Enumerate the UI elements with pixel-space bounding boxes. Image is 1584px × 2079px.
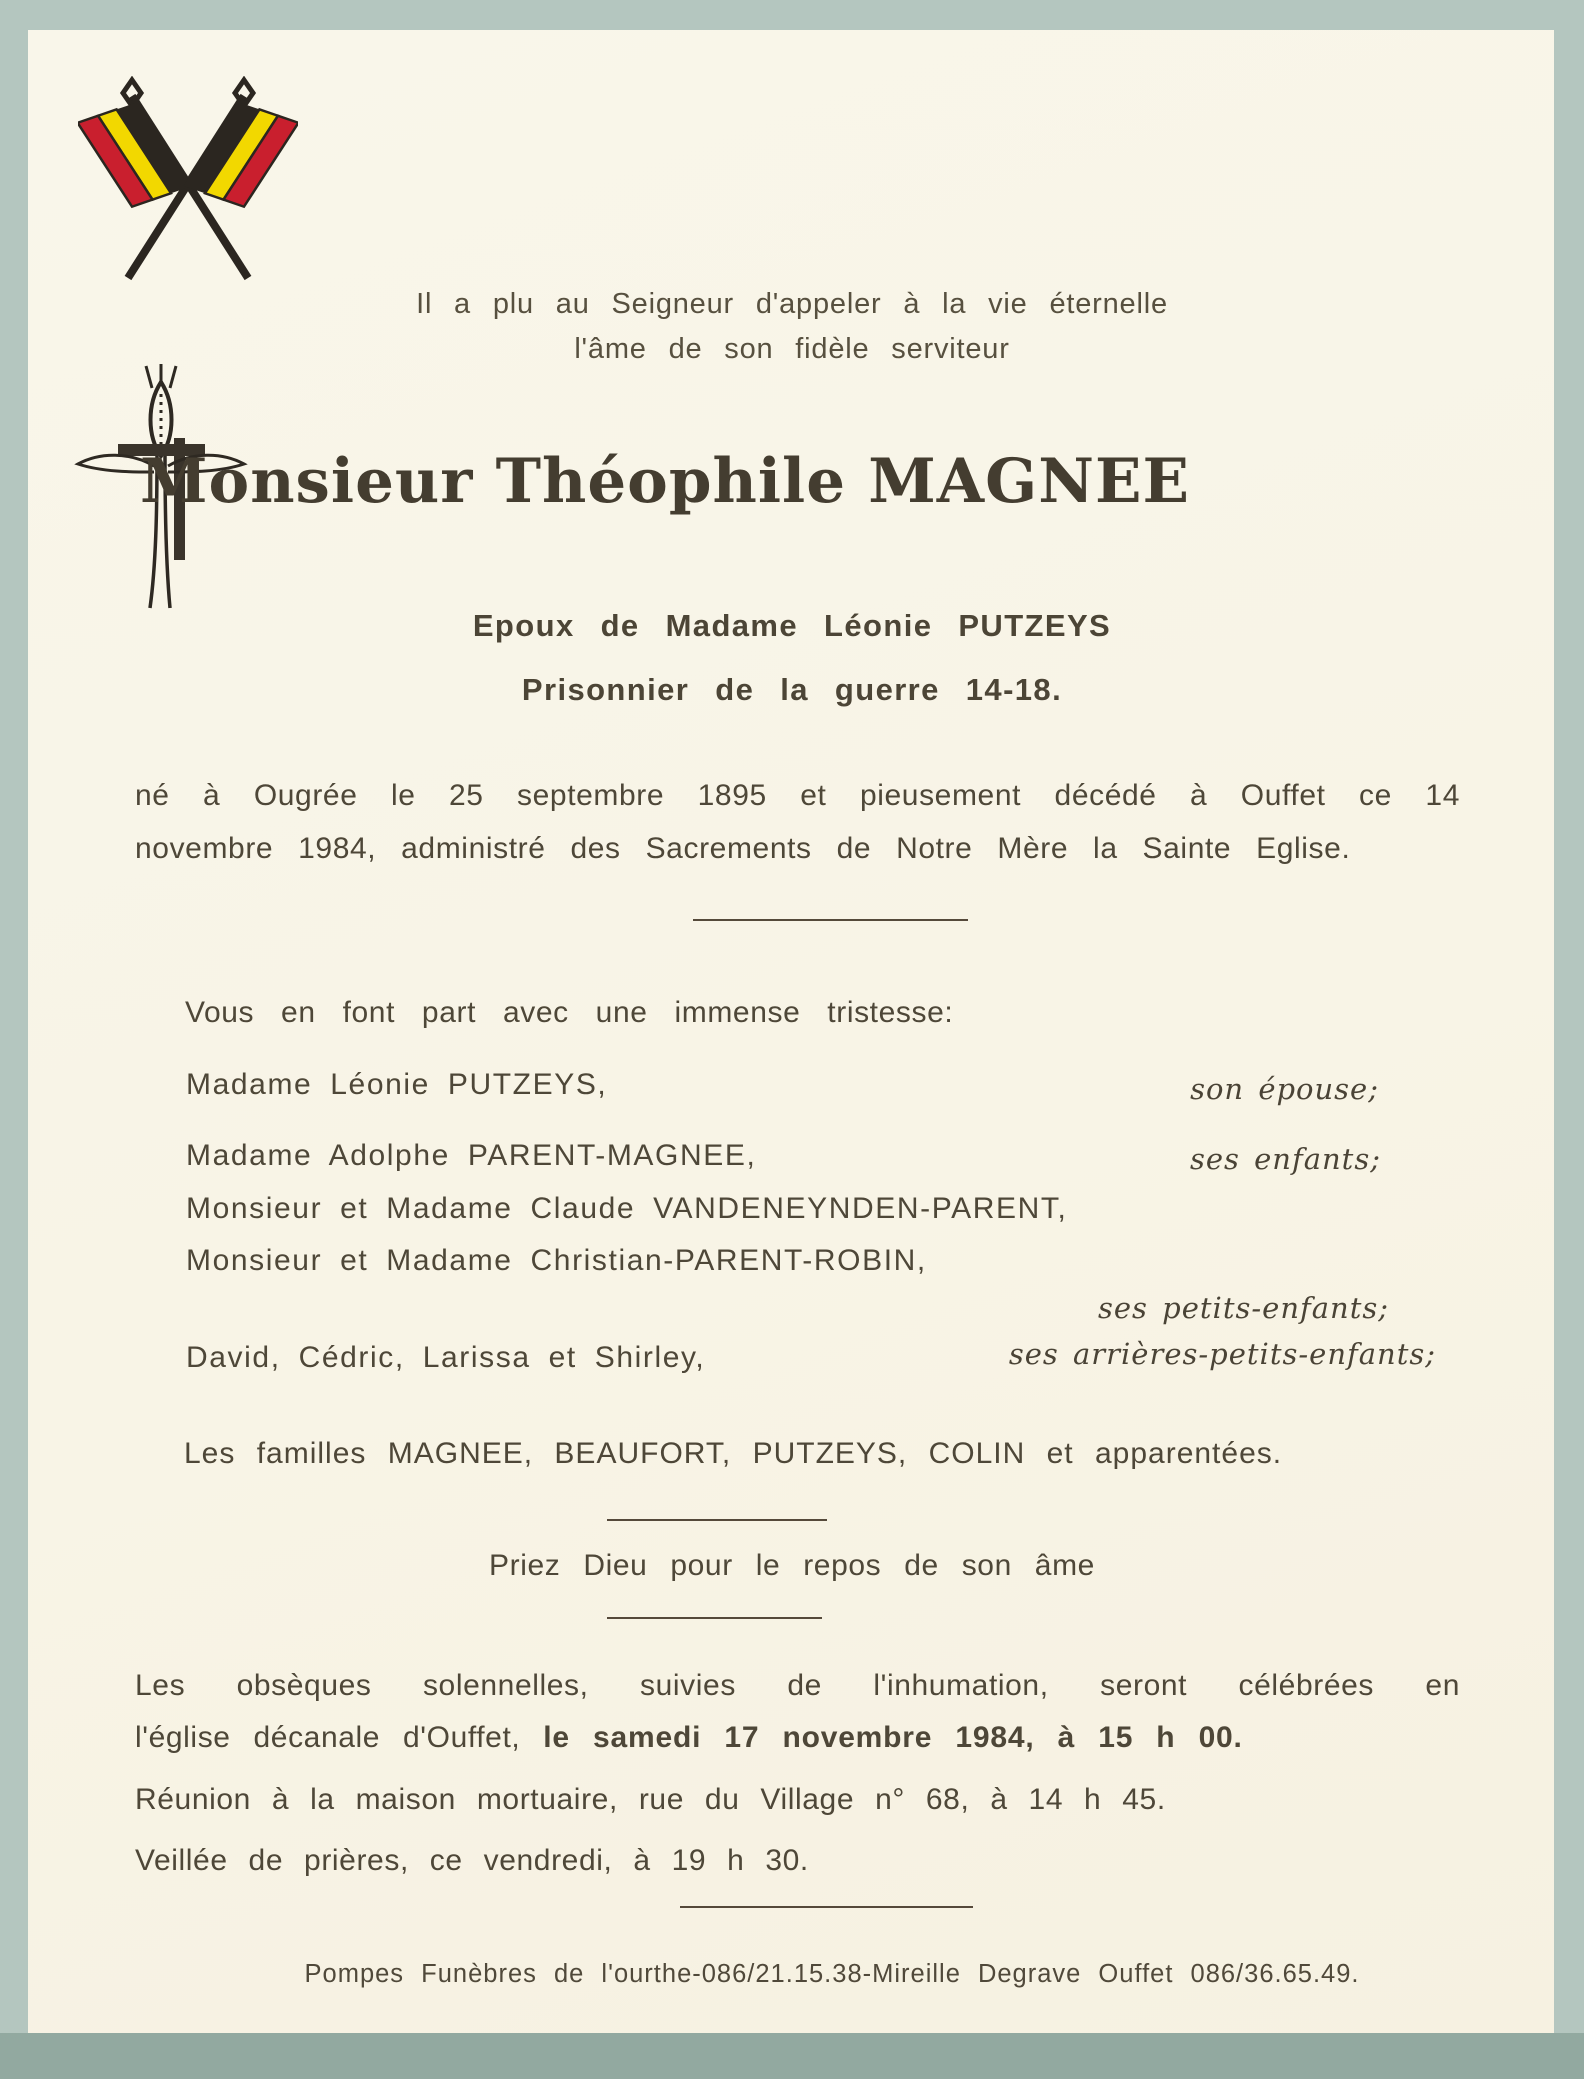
intro-line-2: l'âme de son fidèle serviteur xyxy=(574,333,1010,365)
ceremony-line-2 xyxy=(135,1721,1243,1755)
bio-line-2: novembre 1984, administré des Sacrements de Notre Mère la Sainte Eglise. xyxy=(135,832,1351,865)
families-line: Les familles MAGNEE, BEAUFORT, PUTZEYS, COLIN et apparentées. xyxy=(184,1437,1283,1470)
prayer-line: Priez Dieu pour le repos de son âme xyxy=(489,1549,1095,1582)
mourner-relation: ses arrières-petits-enfants; xyxy=(1008,1337,1436,1371)
mourner-relation: ses petits-enfants; xyxy=(1098,1291,1389,1325)
ceremony-date-bold: le samedi 17 novembre 1984, à 15 h 00. xyxy=(543,1721,1243,1754)
mourner-name: Madame Adolphe PARENT-MAGNEE, xyxy=(186,1139,757,1172)
spouse-line: Epoux de Madame Léonie PUTZEYS xyxy=(472,608,1112,643)
mourning-intro: Vous en font part avec une immense tristesse: xyxy=(185,996,954,1029)
mourner-name: Madame Léonie PUTZEYS, xyxy=(186,1068,608,1101)
divider-2 xyxy=(607,1519,827,1521)
ceremony-line-1: Les obsèques solennelles, suivies de l'inhumation, seront célébrées en xyxy=(135,1669,1460,1702)
deceased-name-title: Monsieur Théophile MAGNEE xyxy=(140,446,1190,517)
mourner-relation: son épouse; xyxy=(1190,1072,1379,1106)
border-bottom-strip xyxy=(0,2033,1584,2079)
mourner-name: David, Cédric, Larissa et Shirley, xyxy=(186,1341,706,1374)
bio-line-1: né à Ougrée le 25 septembre 1895 et pieusement décédé à Ouffet ce 14 xyxy=(135,779,1460,812)
funeral-home-footer: Pompes Funèbres de l'ourthe-086/21.15.38-Mireille Degrave Ouffet 086/36.65.49. xyxy=(304,1960,1360,1988)
mourner-relation: ses enfants; xyxy=(1190,1142,1381,1176)
divider-3 xyxy=(607,1617,822,1619)
ceremony-line-2-normal: l'église décanale d'Ouffet, xyxy=(135,1721,544,1754)
divider-1 xyxy=(693,919,968,921)
veillee-line: Veillée de prières, ce vendredi, à 19 h 30. xyxy=(135,1844,809,1877)
war-prisoner-line: Prisonnier de la guerre 14-18. xyxy=(521,672,1063,707)
intro-line-1: Il a plu au Seigneur d'appeler à la vie éternelle xyxy=(416,288,1168,320)
belgian-flags-icon xyxy=(78,76,298,291)
mourner-name: Monsieur et Madame Claude VANDENEYNDEN-PARENT, xyxy=(186,1192,1068,1225)
divider-4 xyxy=(680,1906,973,1908)
reunion-line: Réunion à la maison mortuaire, rue du Village n° 68, à 14 h 45. xyxy=(135,1783,1166,1816)
mourner-name: Monsieur et Madame Christian-PARENT-ROBIN, xyxy=(186,1244,927,1277)
